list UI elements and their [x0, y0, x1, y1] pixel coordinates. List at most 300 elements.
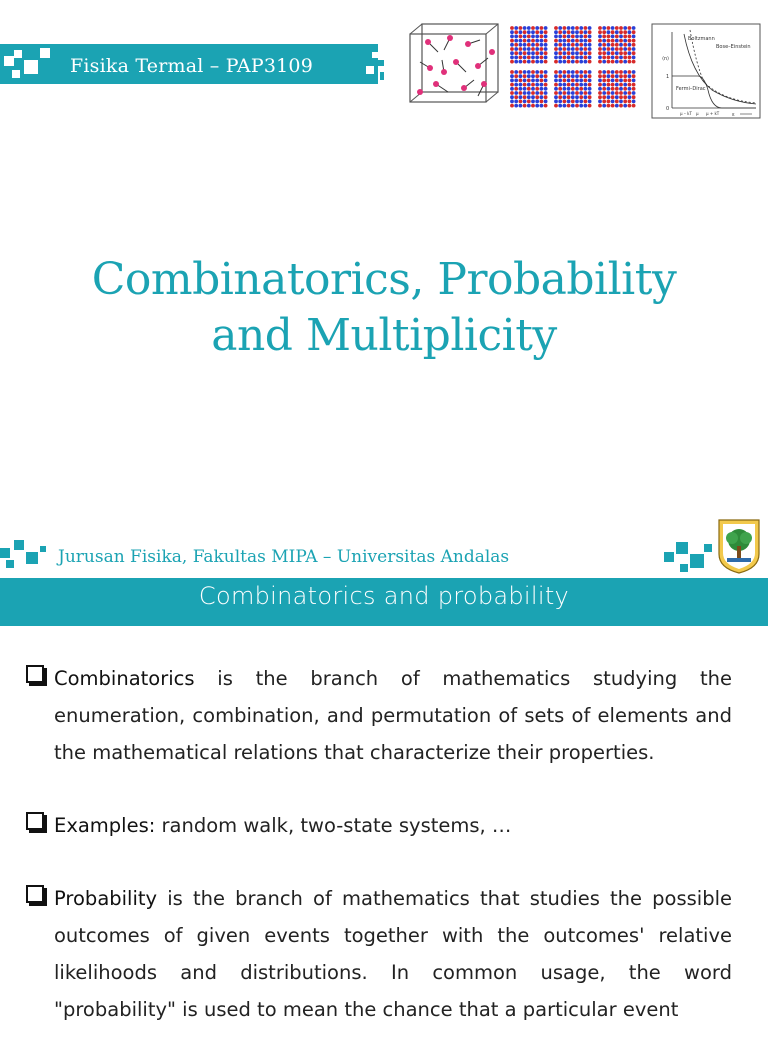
- spin-site: [514, 79, 518, 83]
- spin-site: [611, 79, 615, 83]
- spin-site: [632, 26, 636, 30]
- spin-site: [619, 60, 623, 64]
- spin-site: [598, 43, 602, 47]
- spin-site: [584, 43, 588, 47]
- spin-site: [519, 56, 523, 60]
- pixel-decoration: [690, 554, 704, 568]
- spin-site: [579, 35, 583, 39]
- spin-site: [558, 35, 562, 39]
- spin-site: [598, 56, 602, 60]
- spin-site: [584, 30, 588, 34]
- spin-site: [579, 79, 583, 83]
- spin-site: [519, 70, 523, 74]
- spin-site: [519, 47, 523, 51]
- spin-site: [588, 43, 592, 47]
- course-title: Fisika Termal – PAP3109: [70, 55, 313, 77]
- spin-site: [628, 91, 632, 95]
- spin-site: [575, 30, 579, 34]
- spin-site: [602, 56, 606, 60]
- bose-einstein-label: Bose–Einstein: [716, 44, 751, 50]
- spin-site: [558, 74, 562, 78]
- spin-site: [607, 100, 611, 104]
- spin-site: [588, 30, 592, 34]
- spin-site: [554, 30, 558, 34]
- spin-site: [531, 79, 535, 83]
- spin-site: [535, 26, 539, 30]
- spin-site: [619, 26, 623, 30]
- pixel-decoration: [372, 52, 378, 58]
- spin-site: [519, 39, 523, 43]
- spin-site: [575, 87, 579, 91]
- spin-site: [535, 104, 539, 108]
- spin-site: [510, 51, 514, 55]
- spin-site: [527, 30, 531, 34]
- spin-site: [540, 91, 544, 95]
- spin-site: [579, 47, 583, 51]
- spin-site: [544, 43, 548, 47]
- spin-site: [623, 51, 627, 55]
- spin-site: [588, 79, 592, 83]
- boltzmann-label: Boltzmann: [688, 36, 715, 42]
- spin-site: [514, 70, 518, 74]
- spin-site: [567, 91, 571, 95]
- spin-site: [527, 87, 531, 91]
- bullet-text: is the branch of mathematics studying the enumeration, combination, and permutation of sets of elements and the mathematical relations that characterize their properties.: [54, 667, 732, 764]
- spin-site: [523, 100, 527, 104]
- spin-site: [588, 95, 592, 99]
- spin-site: [628, 56, 632, 60]
- spin-site: [623, 26, 627, 30]
- spin-site: [615, 43, 619, 47]
- spin-site: [584, 60, 588, 64]
- spin-site: [607, 35, 611, 39]
- bullet-text: is the branch of mathematics that studies the possible outcomes of given events together with the outcomes' relative likelihoods and distributions. In common usage, the word "probability" is used to mean the chance that a particular event: [54, 887, 732, 1021]
- spin-site: [619, 83, 623, 87]
- spin-site: [571, 95, 575, 99]
- spin-site: [588, 74, 592, 78]
- spin-site: [607, 83, 611, 87]
- spin-site: [579, 87, 583, 91]
- spin-site: [544, 39, 548, 43]
- spin-site: [598, 74, 602, 78]
- spin-site: [554, 83, 558, 87]
- spin-site: [588, 60, 592, 64]
- spin-site: [607, 56, 611, 60]
- spin-site: [575, 43, 579, 47]
- spin-site: [619, 95, 623, 99]
- spin-site: [598, 30, 602, 34]
- title-line-1: Combinatorics, Probability: [91, 254, 677, 305]
- spin-site: [563, 74, 567, 78]
- spin-site: [584, 104, 588, 108]
- spin-site: [588, 51, 592, 55]
- spin-site: [523, 91, 527, 95]
- spin-site: [535, 100, 539, 104]
- spin-site: [602, 104, 606, 108]
- pixel-decoration: [378, 60, 384, 66]
- spin-site: [584, 74, 588, 78]
- bullet-term: Examples:: [54, 814, 156, 837]
- spin-site: [628, 47, 632, 51]
- spin-site: [567, 47, 571, 51]
- spin-site: [611, 60, 615, 64]
- spin-site: [619, 74, 623, 78]
- spin-site: [540, 26, 544, 30]
- spin-site: [615, 70, 619, 74]
- spin-site: [514, 56, 518, 60]
- spin-site: [611, 74, 615, 78]
- spin-site: [563, 26, 567, 30]
- spin-site: [535, 87, 539, 91]
- spin-site: [628, 79, 632, 83]
- spin-site: [623, 56, 627, 60]
- spin-site: [510, 95, 514, 99]
- spin-site: [567, 83, 571, 87]
- spin-site: [558, 43, 562, 47]
- spin-site: [535, 35, 539, 39]
- spin-site: [598, 91, 602, 95]
- spin-site: [544, 104, 548, 108]
- spin-site: [632, 95, 636, 99]
- spin-site: [598, 83, 602, 87]
- spin-site: [623, 60, 627, 64]
- spin-site: [623, 43, 627, 47]
- spin-site: [519, 51, 523, 55]
- spin-site: [619, 56, 623, 60]
- spin-site: [611, 83, 615, 87]
- x-tick-label: μ + kT: [706, 111, 720, 116]
- spin-site: [611, 39, 615, 43]
- pixel-decoration: [14, 540, 24, 550]
- spin-site: [544, 51, 548, 55]
- checkbox-bullet-icon: [26, 665, 44, 683]
- spin-site: [527, 100, 531, 104]
- spin-site: [527, 79, 531, 83]
- spin-site: [563, 95, 567, 99]
- spin-site: [531, 51, 535, 55]
- spin-site: [519, 100, 523, 104]
- fermi-dirac-label: Fermi–Dirac: [676, 86, 706, 92]
- department-label: Jurusan Fisika, Fakultas MIPA – Universitas Andalas: [58, 547, 510, 567]
- spin-site: [602, 35, 606, 39]
- spin-site: [571, 60, 575, 64]
- spin-site: [575, 100, 579, 104]
- spin-site: [535, 70, 539, 74]
- spin-site: [510, 30, 514, 34]
- spin-site: [588, 104, 592, 108]
- spin-site: [563, 56, 567, 60]
- spin-site: [602, 51, 606, 55]
- spin-site: [510, 74, 514, 78]
- spin-site: [632, 87, 636, 91]
- spin-site: [523, 74, 527, 78]
- spin-site: [544, 35, 548, 39]
- bullet-term: Probability: [54, 887, 158, 910]
- spin-site: [527, 60, 531, 64]
- pixel-decoration: [366, 66, 374, 74]
- spin-site: [632, 79, 636, 83]
- spin-site: [602, 91, 606, 95]
- spin-site: [563, 70, 567, 74]
- spin-site: [623, 30, 627, 34]
- spin-site: [579, 39, 583, 43]
- spin-site: [598, 70, 602, 74]
- spin-site: [514, 100, 518, 104]
- spin-site: [531, 91, 535, 95]
- spin-site: [615, 91, 619, 95]
- spin-site: [540, 51, 544, 55]
- spin-site: [575, 26, 579, 30]
- spin-site: [567, 70, 571, 74]
- spin-site: [575, 83, 579, 87]
- spin-site: [514, 30, 518, 34]
- spin-site: [598, 47, 602, 51]
- spin-site: [544, 60, 548, 64]
- spin-site: [575, 91, 579, 95]
- spin-site: [579, 51, 583, 55]
- spin-site: [607, 26, 611, 30]
- spin-site: [567, 74, 571, 78]
- spin-site: [623, 70, 627, 74]
- spin-site: [540, 43, 544, 47]
- spin-site: [519, 43, 523, 47]
- spin-site: [571, 91, 575, 95]
- spin-site: [619, 70, 623, 74]
- spin-site: [598, 87, 602, 91]
- spin-site: [579, 104, 583, 108]
- spin-site: [554, 43, 558, 47]
- spin-site: [563, 35, 567, 39]
- spin-site: [598, 39, 602, 43]
- university-logo: [716, 518, 762, 574]
- spin-site: [575, 104, 579, 108]
- spin-site: [615, 100, 619, 104]
- spin-site: [632, 47, 636, 51]
- spin-site: [531, 60, 535, 64]
- spin-site: [510, 83, 514, 87]
- spin-site: [615, 87, 619, 91]
- spin-site: [615, 35, 619, 39]
- spin-site: [558, 51, 562, 55]
- spin-site: [558, 95, 562, 99]
- spin-site: [523, 35, 527, 39]
- spin-site: [567, 56, 571, 60]
- spin-site: [558, 56, 562, 60]
- spin-site: [527, 47, 531, 51]
- spin-site: [540, 60, 544, 64]
- spin-site: [514, 91, 518, 95]
- spin-site: [527, 35, 531, 39]
- spin-site: [619, 43, 623, 47]
- spin-site: [579, 43, 583, 47]
- spin-site: [628, 30, 632, 34]
- spin-site: [563, 104, 567, 108]
- spin-site: [523, 104, 527, 108]
- spin-site: [544, 70, 548, 74]
- spin-site: [510, 26, 514, 30]
- bullet-list: [24, 660, 732, 1064]
- spin-site: [523, 83, 527, 87]
- spin-site: [514, 26, 518, 30]
- pixel-decoration: [676, 542, 688, 554]
- spin-site: [540, 83, 544, 87]
- spin-site: [571, 83, 575, 87]
- spin-site: [602, 70, 606, 74]
- spin-site: [628, 104, 632, 108]
- spin-site: [584, 47, 588, 51]
- spin-site: [531, 87, 535, 91]
- spin-site: [544, 83, 548, 87]
- spin-site: [540, 95, 544, 99]
- spin-site: [563, 60, 567, 64]
- spin-site: [607, 91, 611, 95]
- spin-site: [575, 70, 579, 74]
- pixel-decoration: [4, 56, 14, 66]
- pixel-decoration: [40, 48, 50, 58]
- tick-label: 0: [666, 106, 670, 112]
- spin-site: [628, 43, 632, 47]
- spin-site: [567, 104, 571, 108]
- spin-site: [571, 74, 575, 78]
- gas-box-illustration: [410, 24, 498, 102]
- spin-site: [554, 100, 558, 104]
- spin-site: [579, 74, 583, 78]
- spin-site: [611, 70, 615, 74]
- spin-site: [558, 47, 562, 51]
- spin-site: [628, 26, 632, 30]
- spin-site: [540, 104, 544, 108]
- spin-site: [554, 79, 558, 83]
- spin-site: [584, 79, 588, 83]
- spin-site: [563, 83, 567, 87]
- spin-site: [632, 74, 636, 78]
- spin-site: [584, 87, 588, 91]
- spin-site: [514, 104, 518, 108]
- spin-site: [514, 74, 518, 78]
- spin-site: [554, 51, 558, 55]
- pixel-decoration: [704, 544, 712, 552]
- spin-site: [619, 104, 623, 108]
- spin-site: [611, 87, 615, 91]
- spin-site: [623, 104, 627, 108]
- spin-site: [579, 91, 583, 95]
- spin-site: [584, 39, 588, 43]
- spin-site: [535, 74, 539, 78]
- spin-site: [540, 79, 544, 83]
- spin-site: [544, 56, 548, 60]
- spin-site: [571, 35, 575, 39]
- spin-site: [628, 35, 632, 39]
- spin-site: [563, 79, 567, 83]
- spin-site: [535, 39, 539, 43]
- spin-site: [535, 56, 539, 60]
- spin-site: [628, 87, 632, 91]
- spin-site: [615, 74, 619, 78]
- spin-site: [531, 83, 535, 87]
- spin-site: [554, 104, 558, 108]
- spin-site: [531, 104, 535, 108]
- distribution-graph: [652, 24, 760, 118]
- spin-site: [598, 35, 602, 39]
- spin-site: [554, 60, 558, 64]
- spin-site: [579, 60, 583, 64]
- bullet-item: [24, 660, 732, 771]
- spin-site: [514, 35, 518, 39]
- bullet-item: [24, 807, 732, 844]
- spin-site: [535, 30, 539, 34]
- spin-site: [519, 91, 523, 95]
- spin-site: [527, 51, 531, 55]
- spin-site: [584, 26, 588, 30]
- spin-site: [632, 30, 636, 34]
- spin-site: [554, 87, 558, 91]
- spin-site: [531, 47, 535, 51]
- spin-site: [611, 56, 615, 60]
- spin-site: [575, 74, 579, 78]
- spin-site: [535, 91, 539, 95]
- spin-site: [632, 104, 636, 108]
- spin-site: [523, 79, 527, 83]
- spin-site: [535, 47, 539, 51]
- spin-site: [571, 79, 575, 83]
- spin-site: [519, 83, 523, 87]
- pixel-decoration: [12, 70, 20, 78]
- spin-site: [554, 74, 558, 78]
- spin-site: [602, 39, 606, 43]
- pixel-decoration: [380, 72, 384, 80]
- spin-site: [584, 100, 588, 104]
- spin-site: [527, 39, 531, 43]
- spin-site: [584, 95, 588, 99]
- spin-site: [579, 70, 583, 74]
- spin-site: [575, 56, 579, 60]
- spin-site: [514, 47, 518, 51]
- spin-site: [558, 104, 562, 108]
- spin-site: [558, 39, 562, 43]
- spin-site: [514, 95, 518, 99]
- pixel-decoration: [24, 60, 38, 74]
- spin-site: [523, 70, 527, 74]
- spin-site: [623, 35, 627, 39]
- spin-site: [571, 26, 575, 30]
- spin-site: [554, 47, 558, 51]
- spin-site: [619, 30, 623, 34]
- spin-site: [602, 87, 606, 91]
- spin-site: [527, 104, 531, 108]
- spin-site: [623, 95, 627, 99]
- spin-site: [598, 60, 602, 64]
- title-line-2: and Multiplicity: [211, 310, 557, 361]
- spin-site: [558, 100, 562, 104]
- spin-site: [598, 26, 602, 30]
- spin-site: [519, 74, 523, 78]
- bullet-term: Combinatorics: [54, 667, 195, 690]
- spin-site: [514, 83, 518, 87]
- spin-site: [584, 83, 588, 87]
- spin-site: [531, 56, 535, 60]
- spin-site: [602, 95, 606, 99]
- spin-site: [544, 87, 548, 91]
- spin-site: [563, 100, 567, 104]
- spin-site: [615, 56, 619, 60]
- spin-site: [531, 35, 535, 39]
- spin-site: [527, 43, 531, 47]
- spin-site: [611, 104, 615, 108]
- spin-site: [588, 35, 592, 39]
- spin-site: [628, 51, 632, 55]
- spin-site: [531, 70, 535, 74]
- spin-site: [615, 104, 619, 108]
